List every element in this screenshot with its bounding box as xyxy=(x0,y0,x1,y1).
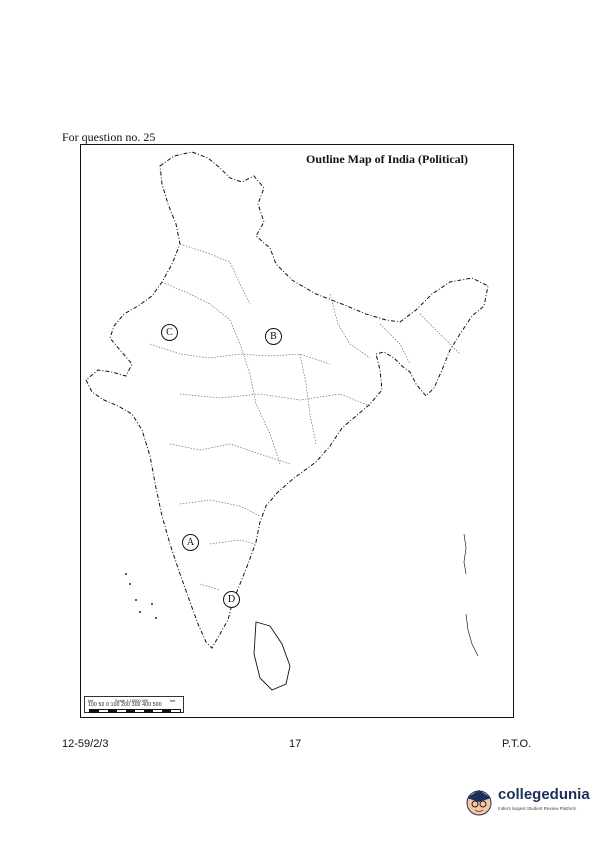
footer-page-number: 17 xyxy=(289,738,302,750)
map-title: Outline Map of India (Political) xyxy=(306,152,468,166)
student-mascot-icon xyxy=(462,784,496,818)
lakshadweep-islands xyxy=(125,573,157,619)
marker-c: C xyxy=(161,324,178,341)
footer-code: 12-59/2/3 xyxy=(62,738,109,750)
marker-a: A xyxy=(182,534,199,551)
footer-pto: P.T.O. xyxy=(502,738,532,750)
india-outline-map xyxy=(80,144,514,718)
question-label: For question no. 25 xyxy=(62,130,156,144)
india-boundary xyxy=(86,152,488,648)
scale-bar xyxy=(84,696,184,713)
collegedunia-logo xyxy=(462,780,592,830)
scale-ratio: Scale 1:15000,000 xyxy=(115,698,149,703)
sri-lanka-outline xyxy=(254,622,290,690)
scale-graduations xyxy=(89,709,181,713)
scale-ticks: 100 50 0 100 200 300 400 500 xyxy=(88,702,162,708)
logo-name: collegedunia xyxy=(498,786,590,803)
scale-unit-right: km xyxy=(170,698,176,703)
logo-tagline: India's largest Student Review Platform xyxy=(498,806,577,811)
marker-d: D xyxy=(223,591,240,608)
scale-unit-left: km xyxy=(88,698,94,703)
andaman-nicobar-islands xyxy=(464,534,478,656)
marker-b: B xyxy=(265,328,282,345)
